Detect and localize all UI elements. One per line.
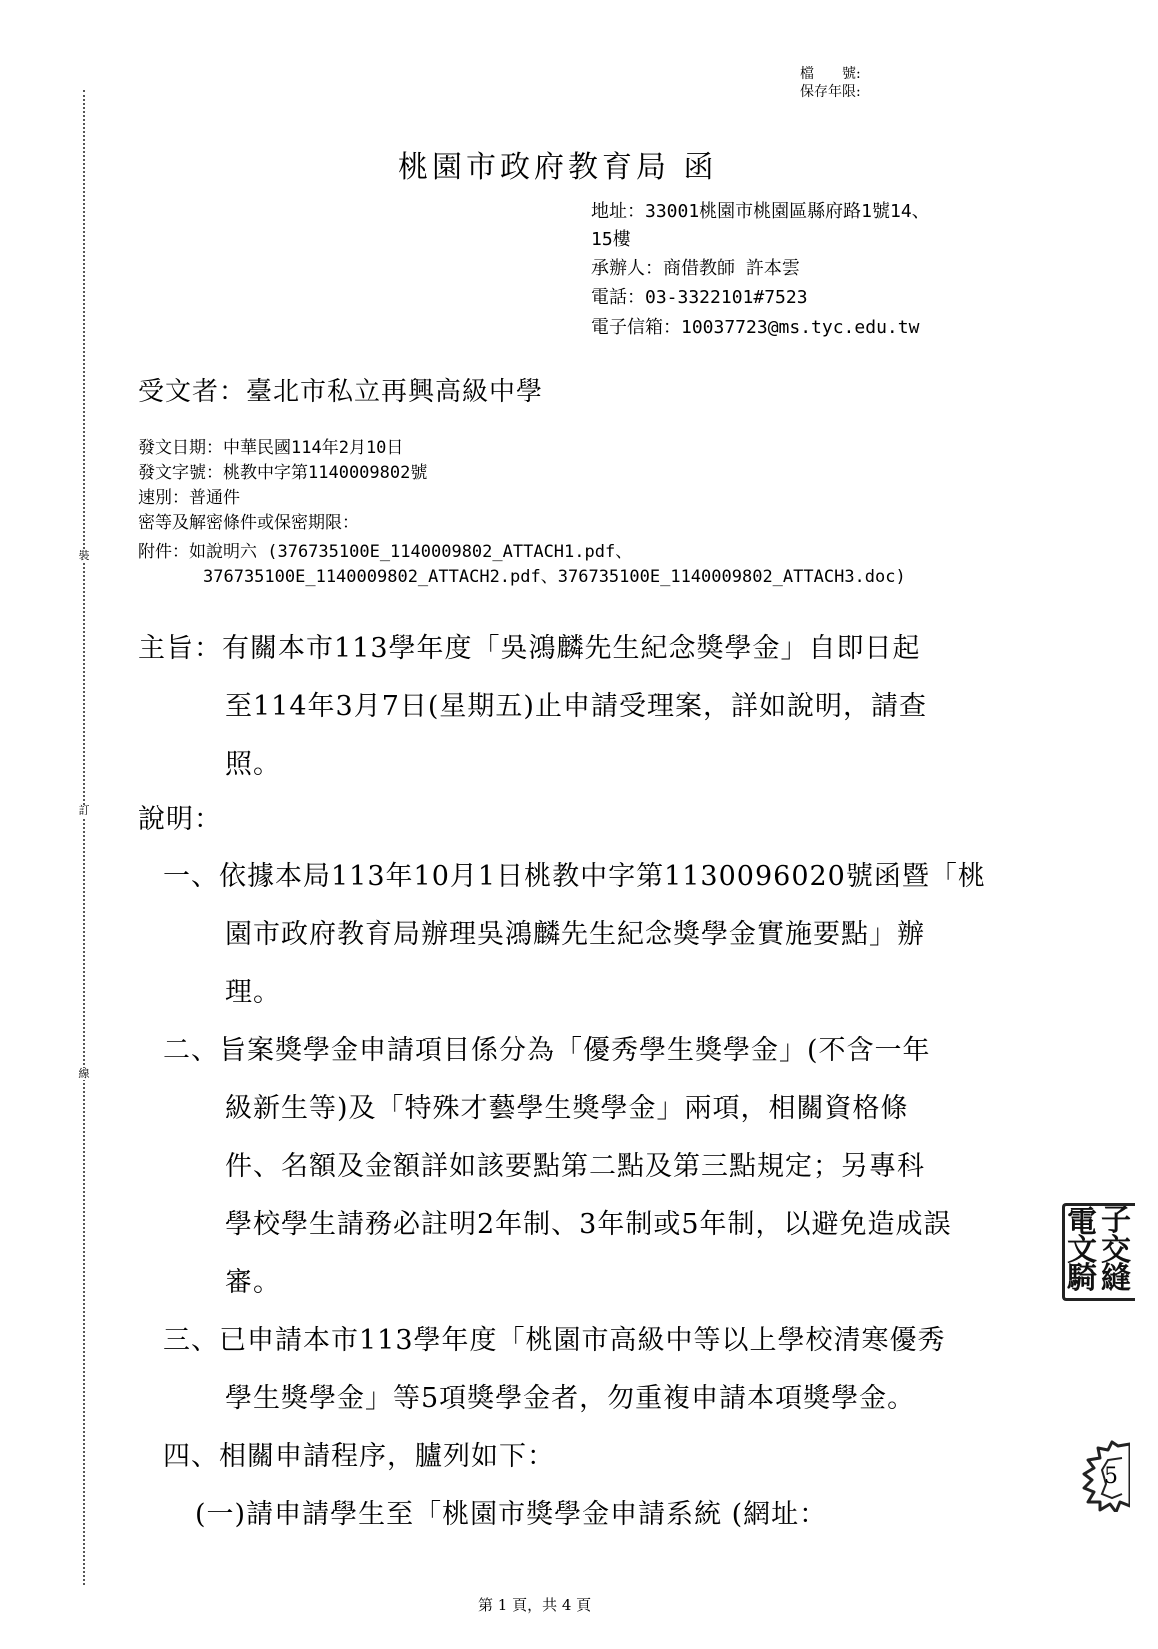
document-number: 發文字號：桃教中字第1140009802號 [138, 463, 428, 483]
page-footer: 第 1 頁，共 4 頁 [478, 1596, 592, 1614]
attachment-line1: 附件：如說明六 (376735100E_1140009802_ATTACH1.pdf、 [138, 542, 633, 562]
retention-period-label: 保存年限: [800, 84, 861, 100]
seal-char: 交 [1101, 1233, 1131, 1268]
item3-line1: 三、已申請本市113學年度「桃園市高級中等以上學校清寒優秀 [163, 1325, 946, 1356]
page-seal-number: 5 [1104, 1464, 1118, 1489]
secrecy-level: 密等及解密條件或保密期限： [138, 513, 359, 533]
seal-char: 子 [1101, 1203, 1131, 1238]
contact-handler: 承辦人：商借教師 許本雲 [591, 258, 800, 279]
binding-mark-ding: 訂 [76, 805, 92, 817]
seal-char: 電 [1067, 1205, 1097, 1240]
delivery-speed: 速別：普通件 [138, 488, 240, 508]
item1-line1: 一、依據本局113年10月1日桃教中字第1130096020號函暨「桃 [163, 861, 986, 892]
contact-email: 電子信箱：10037723@ms.tyc.edu.tw [591, 317, 920, 338]
item1-line2: 園市政府教育局辦理吳鴻麟先生紀念獎學金實施要點」辦 [225, 919, 925, 950]
contact-phone: 電話：03-3322101#7523 [591, 287, 808, 308]
item4-sub1: (一)請申請學生至「桃園市獎學金申請系統 (網址： [195, 1499, 828, 1530]
document-title: 桃園市政府教育局 函 [398, 150, 718, 185]
item4-line1: 四、相關申請程序，臚列如下： [163, 1441, 555, 1472]
seal-char: 縫 [1101, 1261, 1131, 1296]
electronic-seal-stamp [1062, 1203, 1135, 1301]
issue-date: 發文日期：中華民國114年2月10日 [138, 438, 404, 458]
item2-line1: 二、旨案獎學金申請項目係分為「優秀學生獎學金」(不含一年 [163, 1035, 931, 1066]
binding-mark-zhuang: 裝 [76, 550, 92, 562]
contact-address-line1: 地址：33001桃園市桃園區縣府路1號14、 [591, 201, 930, 222]
binding-dotted-line [83, 90, 85, 1585]
item2-line5: 審。 [225, 1267, 281, 1298]
recipient: 受文者：臺北市私立再興高級中學 [138, 377, 544, 407]
binding-mark-xian: 線 [76, 1068, 92, 1080]
item3-line2: 學生獎學金」等5項獎學金者，勿重複申請本項獎學金。 [225, 1383, 916, 1414]
seal-char: 文 [1067, 1233, 1097, 1268]
item2-line4: 學校學生請務必註明2年制、3年制或5年制，以避免造成誤 [225, 1209, 952, 1240]
subject-line1: 主旨：有關本市113學年度「吳鴻麟先生紀念獎學金」自即日起 [138, 633, 921, 664]
item1-line3: 理。 [225, 977, 281, 1008]
item2-line2: 級新生等)及「特殊才藝學生獎學金」兩項，相關資格條 [225, 1093, 909, 1124]
explanation-label: 說明： [138, 804, 222, 835]
subject-line2: 至114年3月7日(星期五)止申請受理案，詳如說明，請查 [225, 691, 927, 722]
file-number-label: 檔 號: [800, 66, 861, 82]
attachment-line2: 376735100E_1140009802_ATTACH2.pdf、376735100E_1140009802_ATTACH3.doc) [203, 567, 906, 587]
contact-address-line2: 15樓 [591, 229, 631, 250]
subject-line3: 照。 [225, 749, 281, 780]
item2-line3: 件、名額及金額詳如該要點第二點及第三點規定；另專科 [225, 1151, 925, 1182]
seal-char: 騎 [1067, 1261, 1097, 1296]
